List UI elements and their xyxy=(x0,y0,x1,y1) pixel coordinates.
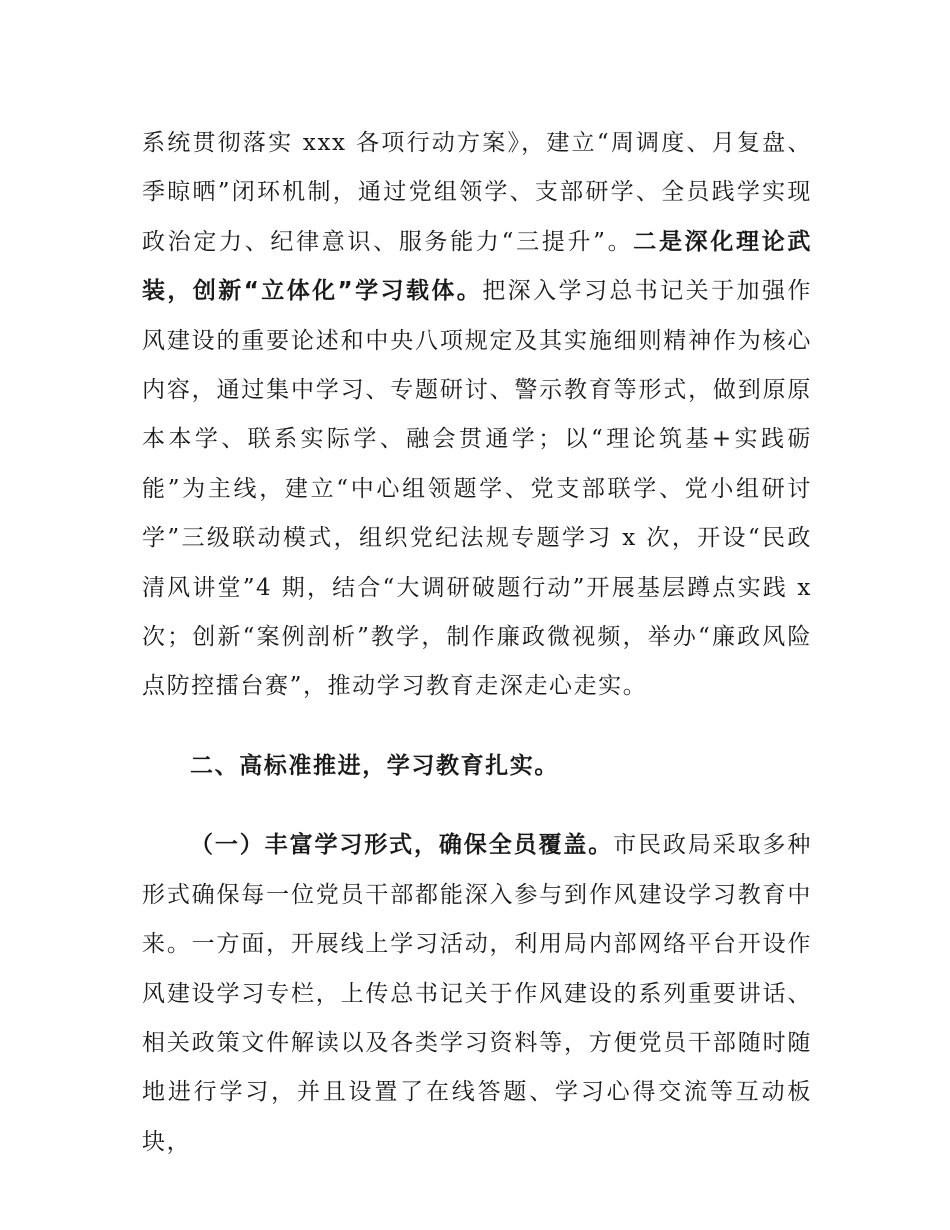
paragraph-text: 系统贯彻落实 xxx 各项行动方案》，建立“周调度、月复盘、季晾晒”闭环机制，通过党组领学、支部研学、全员践学实现政治定力、纪律意识、服务能力“三提升”。 xyxy=(142,130,812,255)
paragraph-text: 把深入学习总书记关于加强作风建设的重要论述和中央八项规定及其实施细则精神作为核心内容，通过集中学习、专题研讨、警示教育等形式，做到原原本本学、联系实际学、融会贯通学；以“理论筑基+实践砺能”为主线，建立“中心组领题学、党支部联学、党小组研讨学”三级联动模式，组织党纪法规专题学习 x 次，开设“民政清风讲堂”4 期，结合“大调研破题行动”开展基层蹲点实践 x 次；创新“案例剖析”教学，制作廉政微视频，举办“廉政风险点防控擂台赛”，推动学习教育走深走心走实。 xyxy=(142,278,812,700)
paragraph-text: 市民政局采取多种形式确保每一位党员干部都能深入参与到作风建设学习教育中来。一方面，开展线上学习活动，利用局内部网络平台开设作风建设学习专栏，上传总书记关于作风建设的系列重要讲话、相关政策文件解读以及各类学习资料等，方便党员干部随时随地进行学习，并且设置了在线答题、学习心得交流等互动板块， xyxy=(142,832,812,1155)
paragraph-bold-lead: 二是深化理论武装，创新“立体化”学习载体。 xyxy=(142,228,812,305)
paragraph-subsection-1 xyxy=(142,821,812,1167)
subsection-title: （一）丰富学习形式，确保全员覆盖。 xyxy=(190,832,614,859)
document-body xyxy=(142,119,812,1167)
section-heading: 二、高标准推进，学习教育扎实。 xyxy=(190,752,559,779)
paragraph-continuation xyxy=(142,119,812,712)
